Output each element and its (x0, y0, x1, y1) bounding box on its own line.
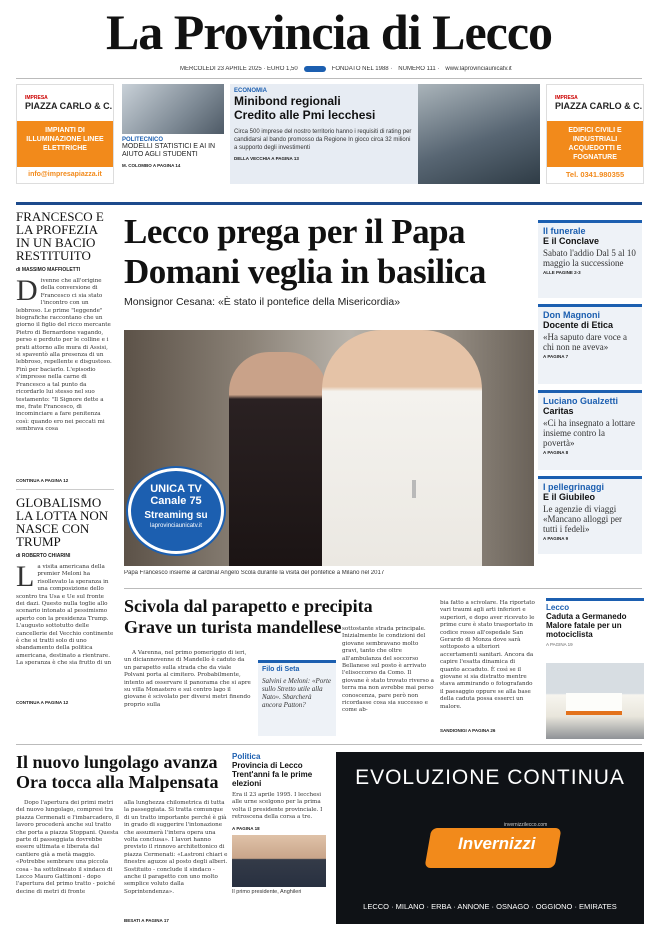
sidebar-item-magnoni[interactable]: Don Magnoni Docente di Etica «Ha saputo dare voce a chi non ne aveva» A PAGINA 7 (538, 304, 642, 384)
ad-right-logo: IMPRESA PIAZZA CARLO & C. (555, 95, 643, 111)
ad-left-services: IMPIANTI DI ILLUMINAZIONE LINEE ELETTRICHE (17, 121, 113, 167)
opinion-text-2: La visita americana della premier Meloni ha risollevato la speranza in una composizione dello scontro tra Usa e Ue sul fronte dei dazi. Questo nulla toglie allo scenario intonato al pessimismo aperto con la presidenza Trump. L'augusto sottotutto delle cancellerie del Vecchio continente è che si tratti solo di uno sbandamento della politica americana, destinato a rientrare. La speranza è che sia frutto di un (16, 564, 114, 667)
teaser-politecnico-title: MODELLI STATISTICI E AI IN AIUTO AGLI STUDENTI (122, 143, 216, 158)
sidebar-item-funerale[interactable]: Il funerale E il Conclave Sabato l'addio Dal 5 al 10 maggio la successione ALLE PAGINE 2-3 (538, 220, 642, 298)
ad-right[interactable] (546, 84, 644, 184)
date-text: MERCOLEDÌ 23 APRILE 2025 · EURO 1,50 (180, 66, 298, 72)
ad-left-contact[interactable]: info@impresapiazza.it (28, 171, 102, 178)
unica-tv-badge[interactable]: UNICA TV Canale 75 Streaming su laprovinciaunicatv.it (128, 468, 224, 554)
teaser-politecnico-photo (122, 84, 224, 134)
ambulance-icon (566, 693, 622, 715)
sidebar-item-gualzetti[interactable]: Luciano Gualzetti Caritas «Ci ha insegnato a lottare insieme contro la povertà» A PAGINA 8 (538, 390, 642, 470)
opinion-headline-2[interactable]: GLOBALISMO LA LOTTA NON NASCE CON TRUMP (16, 495, 109, 549)
column-left: FRANCESCO E LA PROFEZIA IN UN BACIO RESTITUITO di MASSIMO MAFFIOLETTI Divenne che all'origine della conversione di Francesco ci sia stato l'incontro con un lebbroso. Le prime "leggende" biografiche raccontano che un giorno il figlio del ricco mercante Pietro di Bernardone vagando, perso e perduto per le colline e i prati attorno alle mura di Assisi, si spaventò alla presenza di un lebbroso, repellente e disgustoso. Finì per baciarlo. L'episodio s'impresse nella carne di Francesco a tal punto da ricordarlo lui stesso nel suo testamento: "Il Signore dette a me, frate Francesco, di incominciare a fare penitenza così: quando ero nei peccati mi sembrava cosa CONTINUA A PAGINA 12 GLOBALISMO LA LOTTA NON NASCE CON TRUMP di ROBERTO CHIARINI La visita americana della premier Meloni ha risollevato la speranza in una composizione dello scontro tra Usa e Ue sul fronte dei dazi. Questo nulla toglie allo scenario intonato al pessimismo aperto con la presidenza Trump. L'augusto sottotutto delle cancellerie del Vecchio continente è che si tratti solo di uno sbandamento della politica americana, destinato a rientrare. La speranza è che sia frutto di un CONTINUA A PAGINA 12 (16, 209, 114, 705)
story-lungolago-col2: alla lunghezza chilometrica di tutta la passeggiata. Si tratta comunque di un tratto importante perché è già in grado di suggerire l'intonazione che assumerà l'intera opera una volta conclusa». I lavori hanno previsto il rinnovo architettonico di piazza Cermenati: «Lastroni chiari e finestre aguzze al posto degli alberi. Sostituito - conclude il sindaco - anche il parapetto con uno molto semplice voluto dalla Soprintendenza». (124, 800, 228, 895)
teaser-economia[interactable]: ECONOMIA Minibond regionali Credito alle Pmi lecchesi Circa 500 imprese del nostro territorio hanno i requisiti di rating per candidarsi al bando promosso da Regione In gioco circa 32 milioni a supporto degli investimenti DELLA VECCHIA A PAGINA 13 (230, 84, 540, 184)
politica-box[interactable]: Politica Provincia di Lecco Trent'anni fa le prime elezioni Era il 23 aprile 1995. I lecchesi alle urne scelgono per la prima volta il presidente provinciale. I retroscena della corsa a tre. A PAGINA 18 Il primo presidente, Anghileri (232, 752, 326, 924)
pope-figure (322, 330, 482, 566)
lecco-news[interactable]: Lecco Caduta a Germanedo Malore fatale per un motociclista A PAGINA 19 (546, 598, 644, 738)
site-url[interactable]: www.laprovinciaunicatv.it (445, 66, 512, 72)
pectoral-cross-icon (412, 480, 416, 498)
issue-number: NUMERO 111 · (398, 66, 440, 72)
story-lungolago-title-2: Ora tocca alla Malpensata (16, 772, 219, 792)
story-turista-title-2: Grave un turista mandellese (124, 617, 342, 637)
anghileri-photo (232, 835, 326, 887)
story-lungolago-col1: Dopo l'apertura dei primi metri del nuovo lungolago, compresi tra piazza Cermenati e l'imbarcadero, il lavoro procederà anche sul tratto che porta a piazza Stoppani. Questa parte di passeggiata dovrebbe essere ultimata e liberata dal cantiere già a metà maggio. «Potrebbe sembrare una piccola cosa - ha sottolineato il sindaco di Lecco Mauro Gattinoni - dopo l'apertura del primo tratto - poiché decine di metri di fronte (16, 800, 119, 895)
ambulance-photo (546, 663, 644, 739)
lead-sidebar (538, 220, 642, 554)
ad-left[interactable] (16, 84, 114, 184)
teaser-economia-photo (418, 84, 540, 184)
sidebar-item-pellegrinaggi[interactable]: I pellegrinaggi E il Giubileo Le agenzie di viaggi «Mancano alloggi per tutti i fedeli» A PAGINA 9 (538, 476, 642, 554)
ad-left-logo: IMPRESA PIAZZA CARLO & C. (17, 85, 113, 121)
lead-title-2: Domani veglia in basilica (124, 252, 486, 291)
story-turista-col2: sottostante strada principale. Inizialmente le condizioni del giovane sembravano molto gravi, tanto che oltre all'ambulanza del soccorso Bellanese sul posto è arrivato l'elisoccorso da Como. Il giovane è stato trovato riverso a terra ma non avrebbe mai perso conoscenza, pare però non ricordasse cosa sia successo e come ab- (342, 626, 434, 714)
founded-text: FONDATO NEL 1988 · (331, 66, 393, 72)
story-turista-col3: bia fatto a scivolare. Ha riportato vari traumi agli arti inferiori e superiori, e dopo aver ricevuto le prime cure è stato trasportato in codice rosso all'ospedale San Gerardo di Monza dove sarà sottoposto a ulteriori accertamenti sanitari. Ancora da capire l'esatta dinamica di quanto accaduto. È così se il giovane si sia distratto mentre stava ammirando o fotografando il paesaggio oppure se alla base della caduta possa esserci un malore. (440, 600, 535, 710)
story-turista-title-1: Scivola dal parapetto e precipita (124, 596, 373, 616)
ad-right-contact[interactable]: Tel. 0341.980355 (565, 170, 625, 179)
ad-right-services: EDIFICI CIVILI E INDUSTRIALI ACQUEDOTTI E FOGNATURE (547, 121, 643, 167)
story-lungolago[interactable] (16, 752, 246, 792)
lead-subtitle: Monsignor Cesana: «È stato il pontefice della Misericordia» (124, 296, 401, 308)
opinion-text-1: Divenne che all'origine della conversione di Francesco ci sia stato l'incontro con un lebbroso. Le prime "leggende" biografiche raccontano che un giorno il figlio del ricco mercante Pietro di Bernardone vagando, perso e perduto per le colline e i prati attorno alle mura di Assisi, si spaventò alla presenza di un lebbroso, repellente e disgustoso. Finì per baciarlo. L'episodio s'impresse nella carne di Francesco a tal punto da ricordarlo lui stesso nel suo testamento: "Il Signore dette a me, frate Francesco, di incominciare a fare penitenza così: quando ero nei peccati mi sembrava cosa (16, 278, 112, 433)
dateline (180, 66, 540, 72)
newspaper-logo-icon (304, 66, 326, 72)
lead-story[interactable] (124, 212, 534, 308)
lead-title-1: Lecco prega per il Papa (124, 212, 466, 251)
story-lungolago-title-1: Il nuovo lungolago avanza (16, 752, 218, 772)
masthead-title[interactable]: La Provincia di Lecco (105, 4, 553, 60)
lead-photo-caption: Papa Francesco insieme al cardinal Angelo Scola durante la visita del pontefice a Milano nel 2017 (124, 570, 385, 576)
teaser-politecnico[interactable]: POLITECNICO MODELLI STATISTICI E AI IN AIUTO AGLI STUDENTI M. COLOMBO A PAGINA 14 (122, 84, 224, 184)
cardinal-figure (229, 352, 327, 566)
opinion-headline-1[interactable]: FRANCESCO E LA PROFEZIA IN UN BACIO RESTITUITO (16, 209, 104, 263)
teaser-economia-title: Minibond regionali Credito alle Pmi lecchesi (234, 94, 376, 122)
story-turista-col1: A Varenna, nel primo pomeriggio di ieri, un diciannovenne di Mandello è caduto da un parapetto sulla strada che da viale Polvani porta al cimitero. Probabilmente, intento ad osservare il panorama che si apre su villa Monastero e sul centro lago il giovane è scivolato per diversi metri finendo proprio sulla (124, 650, 251, 708)
ad-invernizzi[interactable]: EVOLUZIONE CONTINUA invernizzilecco.com Invernizzi LECCO · MILANO · ERBA · ANNONE · OSNAGO · OGGIONO · EMIRATES (336, 752, 644, 924)
filo-di-seta[interactable]: Filo di Seta Salvini e Meloni: «Porte sullo Stretto utile alla Nato». Sbarcherà ancora Patton? (258, 660, 336, 736)
